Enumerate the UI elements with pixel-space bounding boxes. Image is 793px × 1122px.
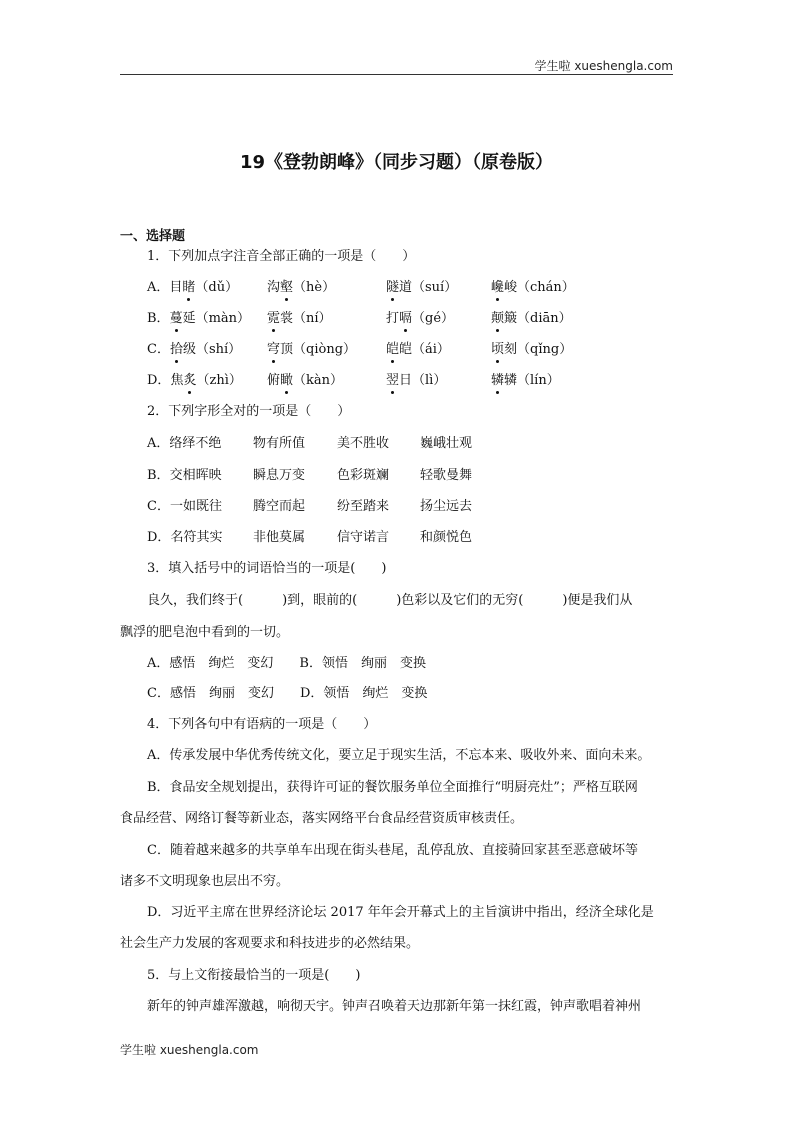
q1-stem: 1．下列加点字注音全部正确的一项是（ ）: [147, 249, 416, 264]
q1-dotted-char: 拾: [169, 342, 183, 357]
q1-word-suffix: 道（suí）: [399, 280, 458, 295]
q2-option-label: B．: [147, 468, 170, 483]
q1-dotted-char: 隧: [386, 280, 400, 295]
q1-option-item: [491, 310, 572, 328]
q1-option-item: [491, 341, 572, 359]
q1-dotted-char: 嗝: [399, 311, 413, 326]
q1-option-item: [386, 279, 457, 297]
q3-passage-line2: 飘浮的肥皂泡中看到的一切。: [120, 625, 290, 640]
q1-word-suffix: 顶（qiòng）: [280, 342, 357, 357]
q1-option-item: [386, 372, 446, 390]
q2-option-item: [253, 467, 305, 485]
q2-word: 纷至踏来: [337, 499, 390, 514]
q2-option-item: [253, 435, 305, 453]
q4-option-b-line2: 食品经营、网络订餐等新业态，落实网络平台食品经营资质审核责任。: [120, 811, 524, 826]
q2-option-item: [420, 435, 472, 453]
q1-word-suffix: 级（shí）: [182, 342, 242, 357]
q2-option-item: [337, 498, 389, 516]
q1-dotted-char: 颠: [491, 311, 505, 326]
q4-option-a: A．传承发展中华优秀传统文化，要立足于现实生活，不忘本来、吸收外来、面向未来。: [147, 748, 651, 763]
q2-option-item: [337, 529, 389, 547]
q2-option-item: [147, 467, 222, 485]
q4-option-d-line2: 社会生产力发展的客观要求和科技进步的必然结果。: [120, 936, 420, 951]
q2-option-item: [253, 498, 305, 516]
q2-word: 扬尘远去: [420, 499, 473, 514]
q1-word-prefix: 打: [386, 311, 400, 326]
page-title: 19《登勃朗峰》（同步习题）（原卷版）: [239, 152, 554, 173]
q1-dotted-char: 顷: [491, 342, 505, 357]
q3-passage-line1: 良久，我们终于( )到，眼前的( )色彩以及它们的无穷( )便是我们从: [147, 593, 633, 608]
q1-word-prefix: 目: [169, 280, 183, 295]
q2-word: 巍峨壮观: [420, 436, 473, 451]
q1-dotted-char: 皑: [386, 342, 400, 357]
q2-word: 色彩斑斓: [337, 468, 390, 483]
q1-word-suffix: 延（màn）: [182, 311, 251, 326]
q1-word-suffix: 刻（qǐng）: [504, 342, 573, 357]
q1-option-label: B．: [147, 311, 170, 326]
q2-option-item: [253, 529, 305, 547]
q2-word: 非他莫属: [253, 530, 306, 545]
q1-option-item: [491, 279, 575, 297]
q3-options-row2: C．感悟 绚丽 变幻 D．领悟 绚烂 变换: [147, 686, 428, 701]
q2-option-item: [147, 529, 222, 547]
q1-word-suffix: （zhì）: [196, 373, 242, 388]
q2-word: 一如既往: [169, 499, 222, 514]
q1-option-label: D．: [147, 373, 171, 388]
q2-stem: 2．下列字形全对的一项是（ ）: [147, 404, 351, 419]
q2-word: 物有所值: [253, 436, 306, 451]
q1-word-prefix: 焦: [170, 373, 184, 388]
q1-option-item: [267, 341, 356, 359]
q4-option-b-line1: B．食品安全规划提出，获得许可证的餐饮服务单位全面推行“明厨亮灶”；严格互联网: [147, 780, 638, 795]
q2-option-item: [420, 467, 472, 485]
q1-word-suffix: 裳（ní）: [280, 311, 332, 326]
q2-option-label: C．: [147, 499, 170, 514]
q1-dotted-char: 霓: [267, 311, 281, 326]
q1-option-item: [147, 279, 238, 297]
q2-option-item: [147, 498, 222, 516]
q1-word-suffix: （dǔ）: [195, 280, 239, 295]
q1-option-item: [267, 372, 343, 390]
q2-word: 和颜悦色: [420, 530, 473, 545]
q1-option-item: [386, 310, 454, 328]
q2-word: 轻歌曼舞: [420, 468, 473, 483]
q2-option-item: [420, 498, 472, 516]
q5-passage-line1: 新年的钟声雄浑激越，响彻天宇。钟声召唤着天边那新年第一抹红霞，钟声歌唱着神州: [147, 999, 642, 1014]
q1-word-suffix: （gé）: [412, 311, 455, 326]
q5-stem: 5．与上文衔接最恰当的一项是( ): [147, 968, 361, 983]
q1-word-prefix: 俯: [267, 373, 281, 388]
q4-option-c-line2: 诸多不文明现象也层出不穷。: [120, 874, 290, 889]
q1-option-label: C．: [147, 342, 170, 357]
q4-stem: 4．下列各句中有语病的一项是（ ）: [147, 717, 377, 732]
q2-word: 美不胜收: [337, 436, 390, 451]
q1-dotted-char: 瞰: [280, 373, 294, 388]
q4-option-c-line1: C．随着越来越多的共享单车出现在街头巷尾，乱停乱放、直接骑回家甚至恶意破坏等: [147, 843, 638, 858]
q2-option-item: [420, 529, 472, 547]
q1-word-suffix: 皑（ái）: [399, 342, 450, 357]
q1-option-label: A．: [147, 280, 170, 295]
q1-dotted-char: 翌: [386, 373, 400, 388]
q1-option-item: [267, 310, 332, 328]
q1-dotted-char: 穹: [267, 342, 281, 357]
q1-word-prefix: 沟: [267, 280, 281, 295]
q2-word: 信守诺言: [337, 530, 390, 545]
q1-option-item: [267, 279, 335, 297]
q2-option-item: [337, 467, 389, 485]
q2-word: 腾空而起: [253, 499, 306, 514]
q1-option-item: [147, 372, 242, 390]
q1-word-suffix: （hè）: [293, 280, 336, 295]
q1-word-suffix: 簸（diān）: [504, 311, 572, 326]
q2-option-item: [147, 435, 221, 453]
page-footer-site: 学生啦 xueshengla.com: [120, 1043, 259, 1057]
q1-dotted-char: 巉: [491, 280, 505, 295]
q3-options-row1: A．感悟 绚烂 变幻 B．领悟 绚丽 变换: [147, 656, 426, 671]
q1-option-item: [147, 341, 241, 359]
q1-word-suffix: 峻（chán）: [504, 280, 575, 295]
q1-dotted-char: 炙: [183, 373, 197, 388]
q1-dotted-char: 蔓: [169, 311, 183, 326]
q4-option-d-line1: D．习近平主席在世界经济论坛 2017 年年会开幕式上的主旨演讲中指出，经济全球化是: [147, 905, 654, 920]
q1-dotted-char: 辚: [491, 373, 505, 388]
q2-option-item: [337, 435, 389, 453]
q1-option-item: [386, 341, 450, 359]
page-header-site: 学生啦 xueshengla.com: [534, 59, 673, 73]
q2-option-label: A．: [147, 436, 170, 451]
q3-stem: 3．填入括号中的词语恰当的一项是( ): [147, 561, 387, 576]
q2-option-label: D．: [147, 530, 171, 545]
q2-word: 络绎不绝: [169, 436, 222, 451]
q2-word: 名符其实: [170, 530, 223, 545]
q2-word: 瞬息万变: [253, 468, 306, 483]
header-rule: [120, 74, 673, 75]
q1-word-suffix: （kàn）: [293, 373, 344, 388]
q1-dotted-char: 睹: [182, 280, 196, 295]
q1-dotted-char: 壑: [280, 280, 294, 295]
q2-word: 交相晖映: [169, 468, 222, 483]
q1-option-item: [491, 372, 560, 390]
q1-word-suffix: 辚（lín）: [504, 373, 560, 388]
q1-word-suffix: 日（lì）: [399, 373, 447, 388]
q1-option-item: [147, 310, 250, 328]
section-heading: 一、选择题: [120, 229, 186, 244]
